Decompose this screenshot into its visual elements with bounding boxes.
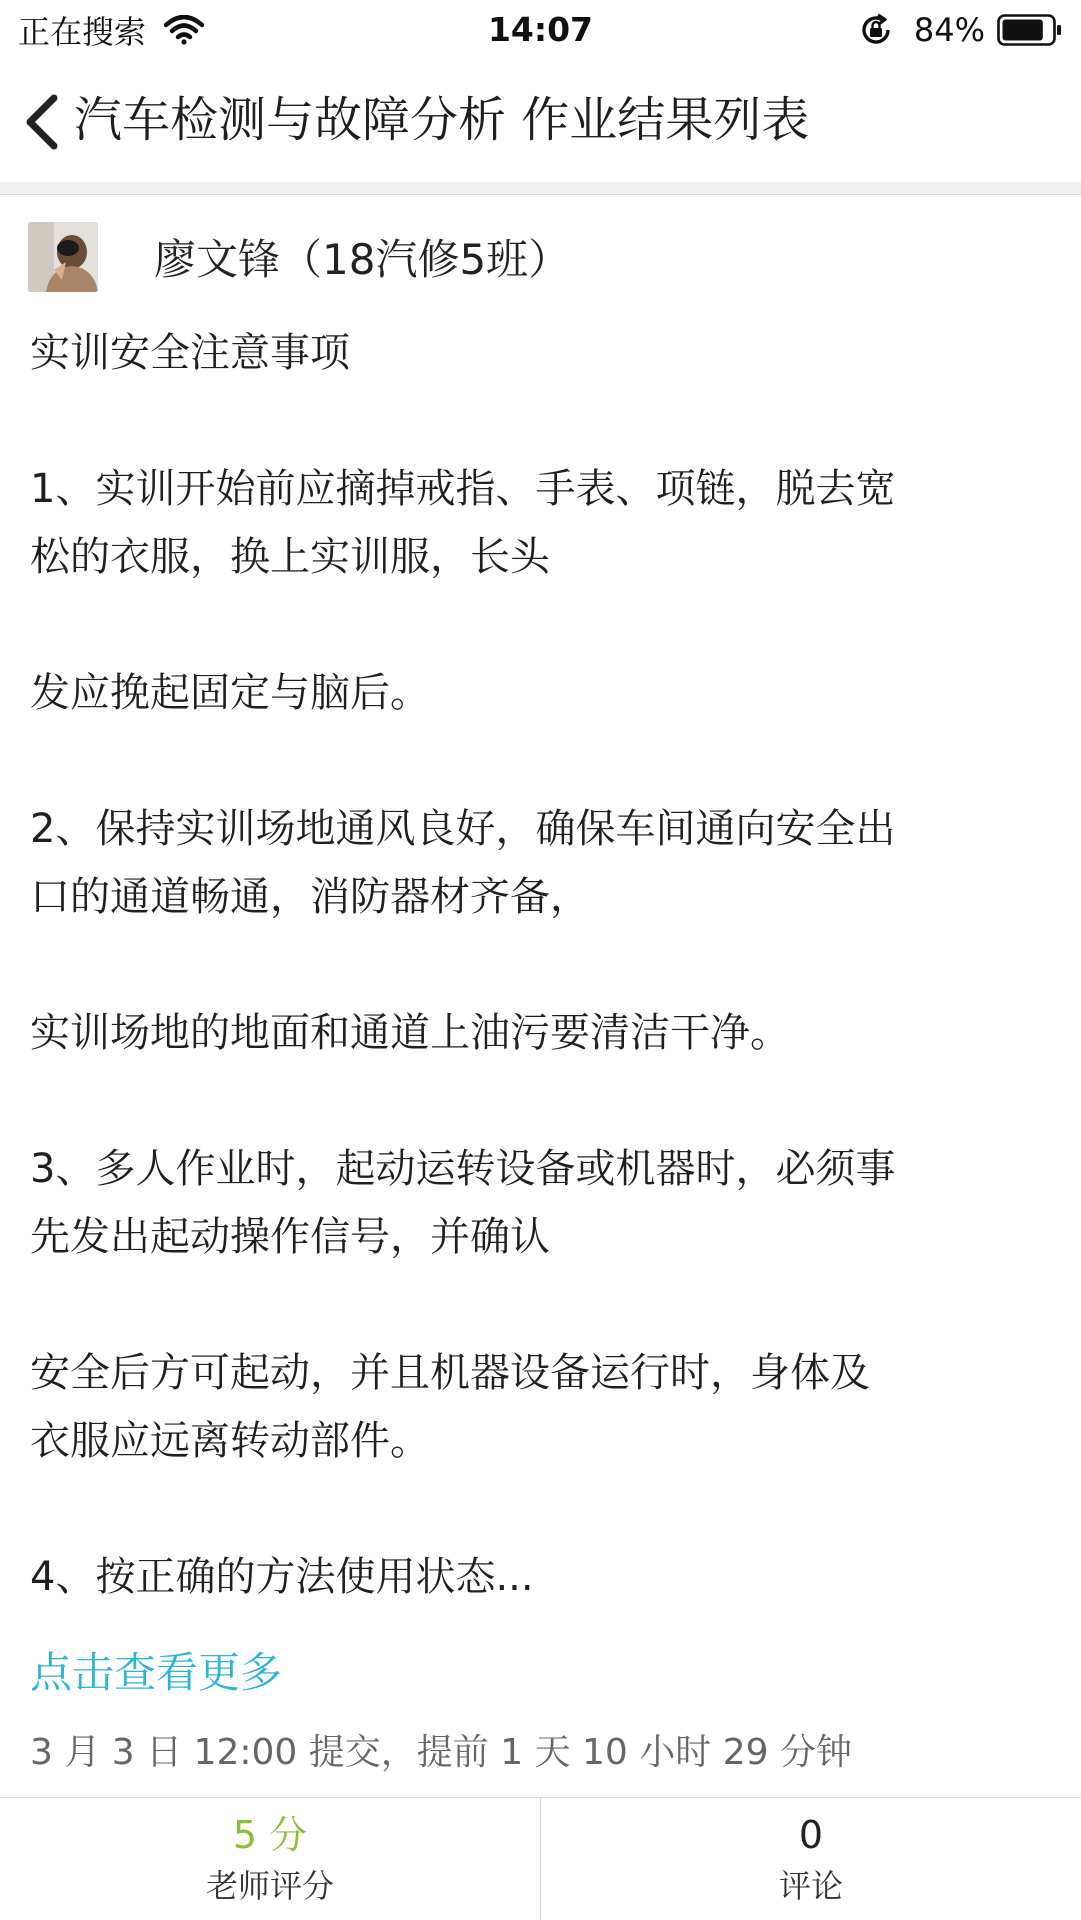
comment-count: 0 — [798, 1813, 824, 1857]
post-text-line: 4、按正确的方法使用状态... — [30, 1554, 534, 1600]
post-text-line: 实训安全注意事项 — [30, 330, 350, 376]
page-title: 汽车检测与故障分析 作业结果列表 — [74, 92, 810, 148]
rotation-lock-icon — [858, 12, 894, 48]
author-row[interactable] — [28, 222, 570, 292]
blank-line — [30, 387, 1055, 455]
score-label: 老师评分 — [205, 1867, 334, 1905]
blank-line — [30, 1475, 1055, 1543]
post-text-line: 发应挽起固定与脑后。 — [30, 670, 430, 716]
carrier-text: 正在搜索 — [18, 13, 147, 51]
author-name: 廖文锋（18汽修5班） — [154, 235, 571, 284]
submit-info: 3 月 3 日 12:00 提交，提前 1 天 10 小时 29 分钟 — [30, 1732, 852, 1773]
bottom-bar — [0, 1797, 1081, 1920]
post-text-line: 口的通道畅通，消防器材齐备， — [30, 874, 590, 920]
status-bar — [0, 0, 1081, 60]
status-time: 14:07 — [487, 10, 594, 49]
blank-line — [30, 591, 1055, 659]
post-text-line: 1、实训开始前应摘掉戒指、手表、项链，脱去宽 — [30, 466, 896, 512]
view-more-link[interactable]: 点击查看更多 — [30, 1648, 283, 1697]
status-right — [858, 8, 1063, 52]
blank-line — [30, 1067, 1055, 1135]
post-text-line: 先发出起动操作信号，并确认 — [30, 1214, 550, 1260]
comment-label: 评论 — [778, 1867, 843, 1905]
teacher-score-tab[interactable] — [0, 1798, 540, 1920]
chevron-left-icon[interactable] — [22, 93, 62, 151]
battery-icon — [997, 13, 1063, 47]
avatar[interactable] — [28, 222, 98, 292]
post-text-line: 衣服应远离转动部件。 — [30, 1418, 430, 1464]
post-text-line: 2、保持实训场地通风良好，确保车间通向安全出 — [30, 806, 896, 852]
post-text-line: 松的衣服，换上实训服，长头 — [30, 534, 550, 580]
post-text-line: 实训场地的地面和通道上油污要清洁干净。 — [30, 1010, 790, 1056]
battery-percent: 84% — [913, 11, 985, 49]
score-value: 5 分 — [232, 1813, 308, 1857]
post-text-line: 3、多人作业时，起动运转设备或机器时，必须事 — [30, 1146, 896, 1192]
header-divider — [0, 182, 1081, 195]
post-body — [30, 319, 1055, 1611]
comments-tab[interactable] — [540, 1798, 1081, 1920]
navigation-bar — [0, 60, 1081, 182]
blank-line — [30, 727, 1055, 795]
blank-line — [30, 1271, 1055, 1339]
post-text-line: 安全后方可起动，并且机器设备运行时，身体及 — [30, 1350, 870, 1396]
blank-line — [30, 931, 1055, 999]
